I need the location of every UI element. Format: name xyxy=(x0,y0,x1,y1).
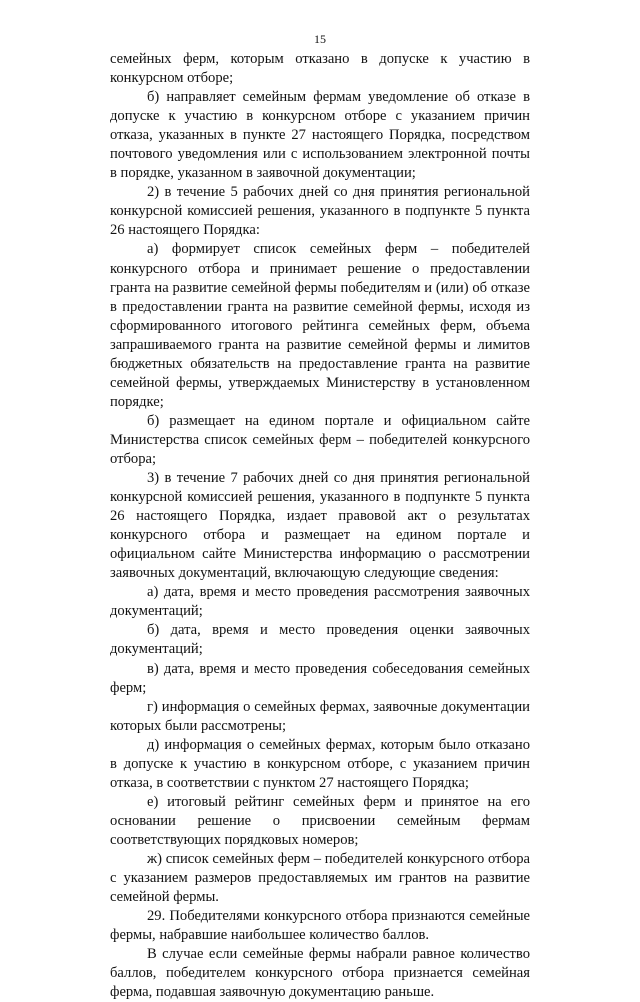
paragraph-item-3zh: ж) список семейных ферм – победителей конкурсного отбора с указанием размеров предоставляемых им грантов на развитие семейной фермы. xyxy=(110,850,530,906)
paragraph-item-3v: в) дата, время и место проведения собеседования семейных ферм; xyxy=(110,660,530,696)
paragraph-item-b-notification: б) направляет семейным фермам уведомление об отказе в допуске к участию в конкурсном отборе с указанием причин отказа, указанных в пункте 27 настоящего Порядка, посредством почтового уведомления или с использованием электронной почты в порядке, указанном в заявочной документации; xyxy=(110,89,530,182)
paragraph-item-3g: г) информация о семейных фермах, заявочные документации которых были рассмотрены; xyxy=(110,698,530,734)
paragraph-item-2b: б) размещает на едином портале и официальном сайте Министерства список семейных ферм – победителей конкурсного отбора; xyxy=(110,412,530,467)
paragraph-item-3b: б) дата, время и место проведения оценки заявочных документаций; xyxy=(110,622,530,658)
document-body xyxy=(110,50,530,1002)
paragraph-item-29: 29. Победителями конкурсного отбора признаются семейные фермы, набравшие наибольшее количество баллов. xyxy=(110,908,530,944)
paragraph-item-2a: а) формирует список семейных ферм – победителей конкурсного отбора и принимает решение о предоставлении гранта на развитие семейной фермы победителям и (или) об отказе в предоставлении гранта на развитие семейной фермы, исходя из сформированного итогового рейтинга семейных ферм, объема запрашиваемого гранта на развитие семейной фермы и лимитов бюджетных обязательств на предоставление гранта на развитие семейной фермы, утверждаемых Министерству в установленном порядке; xyxy=(110,241,530,410)
paragraph-item-3e: е) итоговый рейтинг семейных ферм и принятое на его основании решение о присвоении семейным фермам соответствующих порядковых номеров; xyxy=(110,793,530,848)
paragraph-tie-rule: В случае если семейные фермы набрали равное количество баллов, победителем конкурсного отбора признается семейная ферма, подавшая заявочную документацию раньше. xyxy=(110,946,530,1001)
paragraph-item-2: 2) в течение 5 рабочих дней со дня принятия региональной конкурсной комиссией решения, указанного в подпункте 5 пункта 26 настоящего Порядка: xyxy=(110,184,530,239)
paragraph-item-3d: д) информация о семейных фермах, которым было отказано в допуске к участию в конкурсном отборе, с указанием причин отказа, в соответствии с пунктом 27 настоящего Порядка; xyxy=(110,736,530,791)
paragraph-continuation: семейных ферм, которым отказано в допуске к участию в конкурсном отборе; xyxy=(110,51,530,87)
page-number: 15 xyxy=(314,32,326,46)
paragraph-item-3: 3) в течение 7 рабочих дней со дня принятия региональной конкурсной комиссией решения, указанного в подпункте 5 пункта 26 настоящего Порядка, издает правовой акт о результатах конкурсного отбора и размещает на едином портале и официальном сайте Министерства информацию о рассмотрении заявочных документаций, включающую следующие сведения: xyxy=(110,470,530,582)
paragraph-item-3a: а) дата, время и место проведения рассмотрения заявочных документаций; xyxy=(110,584,530,620)
